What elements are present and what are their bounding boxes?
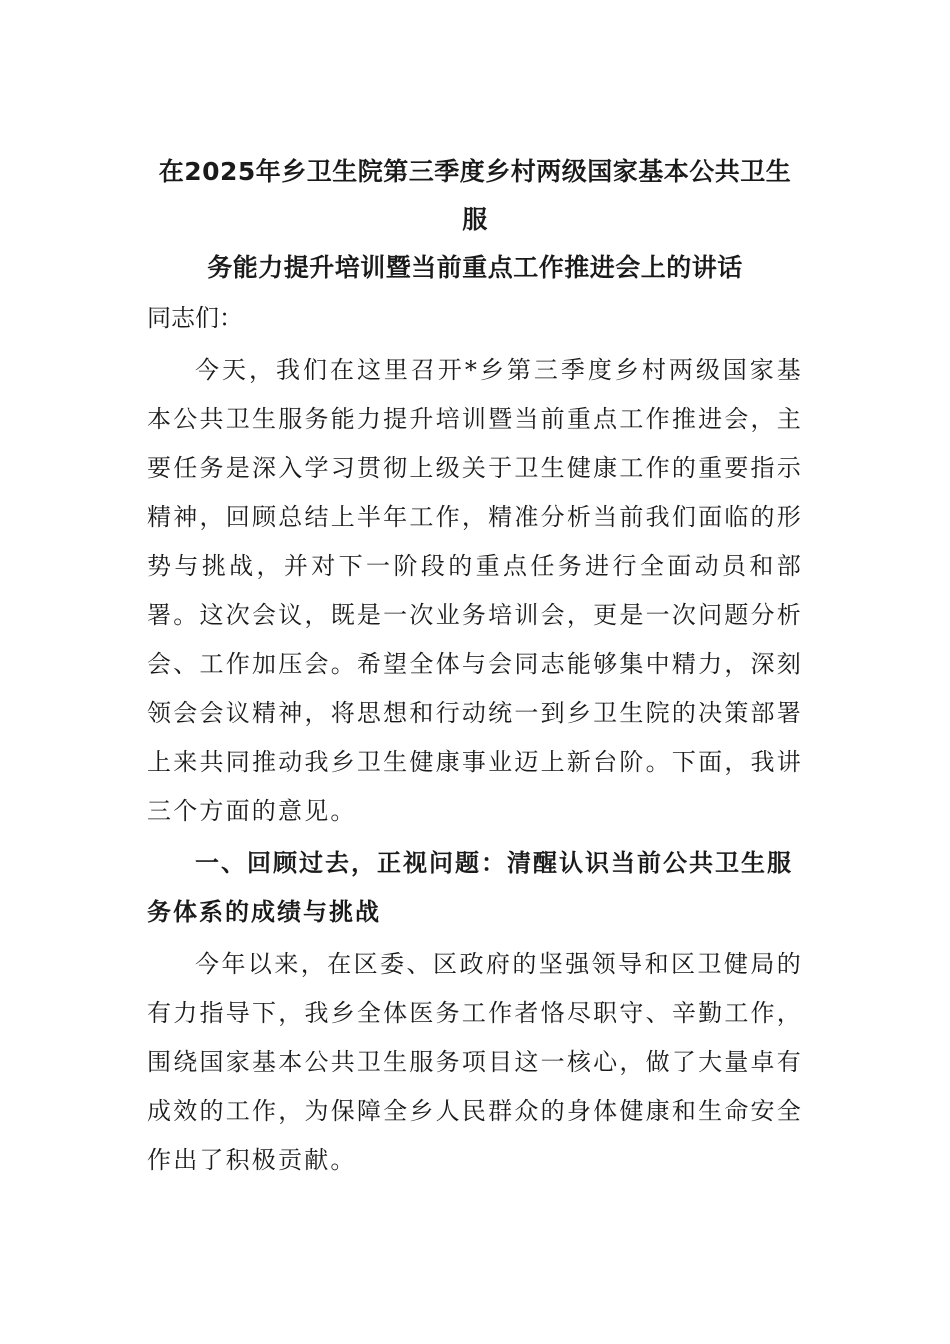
title-line-1: 在2025年乡卫生院第三季度乡村两级国家基本公共卫生服 bbox=[158, 157, 792, 234]
salutation: 同志们： bbox=[147, 304, 243, 332]
document-title bbox=[147, 148, 803, 292]
paragraph-review: 今年以来，在区委、区政府的坚强领导和区卫健局的有力指导下，我乡全体医务工作者恪尽职守、辛勤工作，围绕国家基本公共卫生服务项目这一核心，做了大量卓有成效的工作，为保障全乡人民群众的身体健康和生命安全作出了积极贡献。 bbox=[147, 950, 803, 1174]
section-heading-1: 一、回顾过去，正视问题：清醒认识当前公共卫生服务体系的成绩与挑战 bbox=[147, 849, 793, 926]
title-line-2: 务能力提升培训暨当前重点工作推进会上的讲话 bbox=[207, 253, 743, 282]
document-page bbox=[147, 148, 803, 1185]
paragraph-intro: 今天，我们在这里召开*乡第三季度乡村两级国家基本公共卫生服务能力提升培训暨当前重点工作推进会，主要任务是深入学习贯彻上级关于卫生健康工作的重要指示精神，回顾总结上半年工作，精准分析当前我们面临的形势与挑战，并对下一阶段的重点任务进行全面动员和部署。这次会议，既是一次业务培训会，更是一次问题分析会、工作加压会。希望全体与会同志能够集中精力，深刻领会会议精神，将思想和行动统一到乡卫生院的决策部署上来共同推动我乡卫生健康事业迈上新台阶。下面，我讲三个方面的意见。 bbox=[147, 356, 803, 825]
